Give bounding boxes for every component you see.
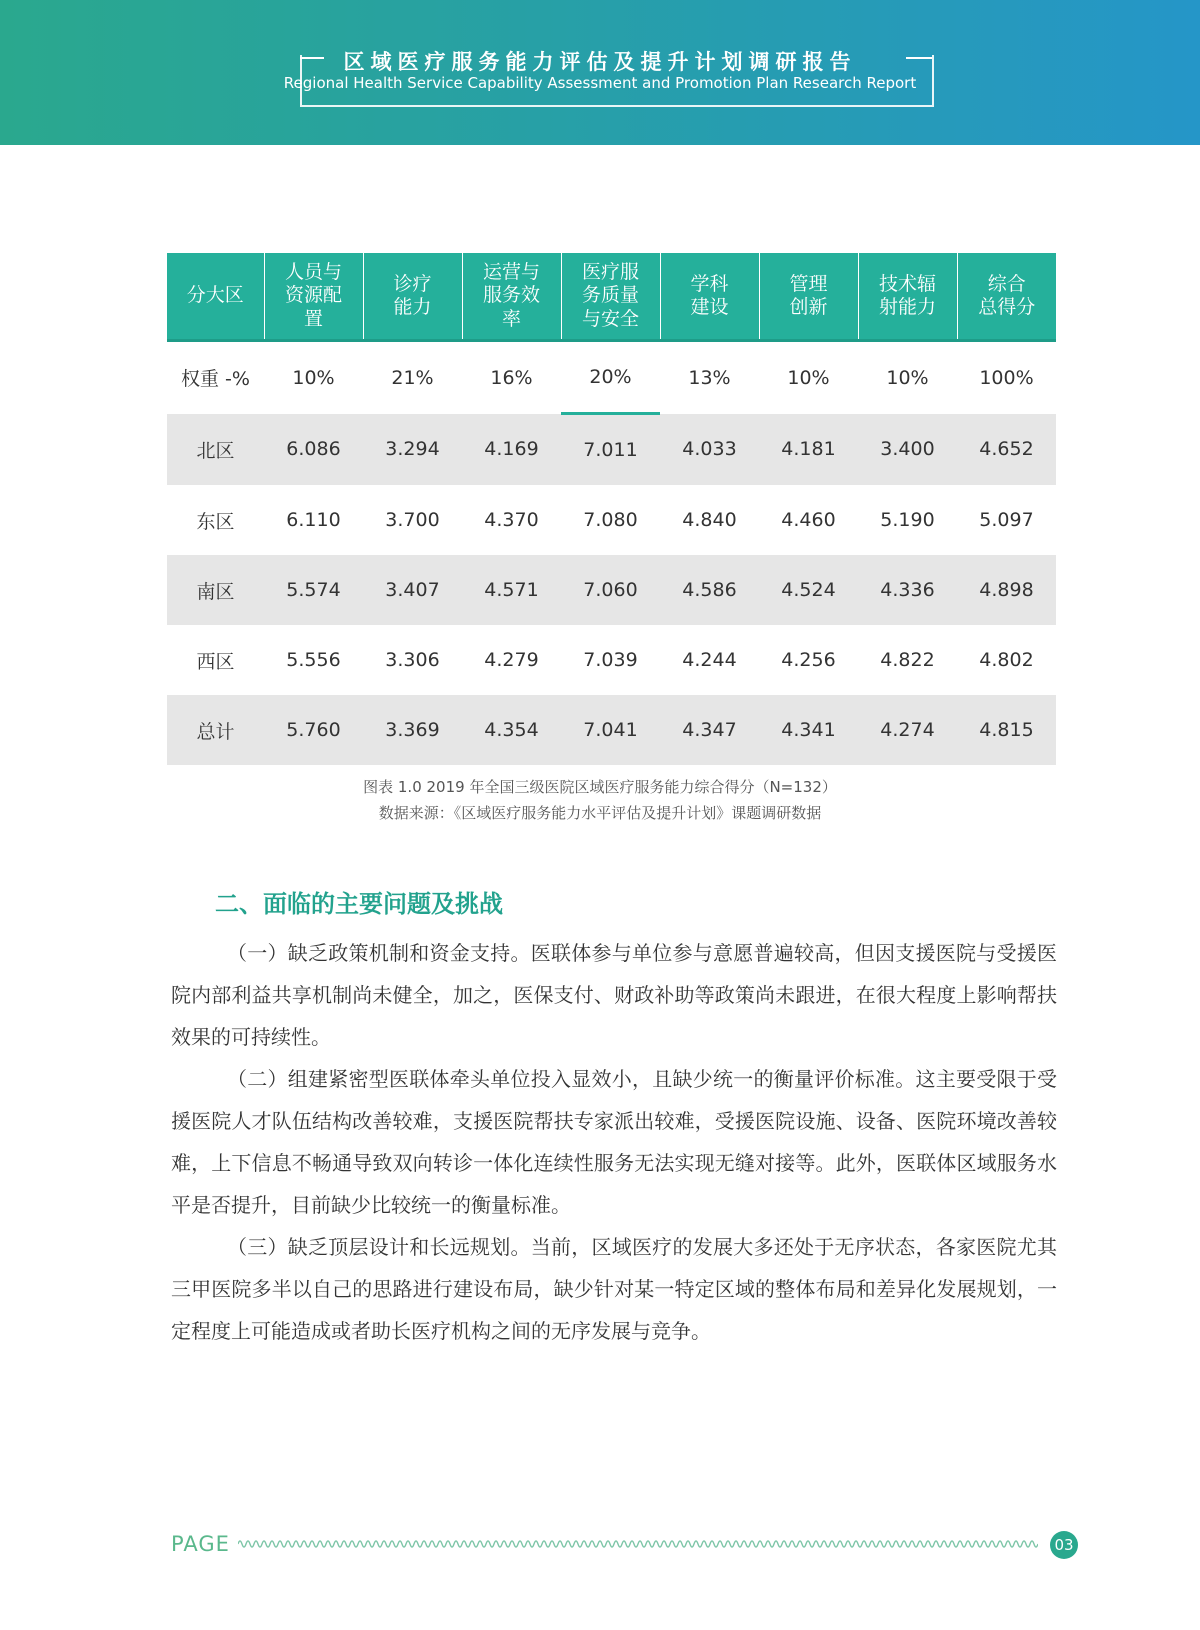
score-cell: 3.700: [385, 509, 440, 531]
report-title-cn: 区域医疗服务能力评估及提升计划调研报告: [343, 50, 857, 74]
score-cell: 3.400: [858, 414, 957, 486]
weight-cell: 权重 -%: [181, 368, 250, 391]
column-header: [363, 253, 462, 341]
table-caption: 图表 1.0 2019 年全国三级医院区域医疗服务能力综合得分（N=132）: [363, 778, 837, 796]
score-cell: 7.080: [583, 509, 638, 531]
weight-cell: 10%: [787, 366, 830, 389]
table-row: [167, 625, 1056, 695]
table-row: [167, 414, 1056, 486]
score-cell: 7.039: [583, 649, 638, 671]
score-cell: 7.011: [561, 414, 660, 486]
score-cell: 4.524: [759, 555, 858, 625]
column-header: [660, 253, 759, 341]
score-cell: 5.574: [264, 555, 363, 625]
column-header-line: 人员与: [284, 261, 342, 284]
column-header-line: 学科: [690, 272, 729, 295]
weight-cell: 21%: [391, 366, 434, 389]
table-body: [167, 341, 1056, 766]
table-header-row: [167, 253, 1056, 341]
column-header: [858, 253, 957, 341]
weight-cell: 10%: [292, 366, 335, 389]
table-row: [167, 555, 1056, 625]
column-header-line: 率: [501, 307, 521, 330]
score-cell: 4.815: [957, 695, 1056, 765]
paragraph-2: （二）组建紧密型医联体牵头单位投入显效小，且缺少统一的衡量评价标准。这主要受限于受援医院人才队伍结构改善较难，支援医院帮扶专家派出较难，受援医院设施、设备、医院环境改善较难，上下信息不畅通导致双向转诊一体化连续性服务无法实现无缝对接等。此外，医联体区域服务水平是否提升，目前缺少比较统一的衡量标准。: [171, 1067, 1057, 1217]
score-cell: 4.169: [462, 414, 561, 486]
score-cell: 4.586: [660, 555, 759, 625]
score-cell: 4.571: [462, 555, 561, 625]
score-cell: 3.294: [363, 414, 462, 486]
score-cell: 6.086: [264, 414, 363, 486]
score-cell: 4.802: [979, 649, 1034, 671]
score-cell: 5.190: [880, 509, 935, 531]
column-header-line: 射能力: [878, 296, 936, 318]
page-number: 03: [1050, 1531, 1078, 1559]
score-cell: 5.760: [264, 695, 363, 765]
column-header: [957, 253, 1056, 341]
score-cell: 4.256: [781, 649, 836, 671]
column-header-line: 建设: [690, 296, 729, 318]
weight-cell: 16%: [490, 366, 533, 389]
score-cell: 4.244: [682, 649, 737, 671]
region-name-cell: 南区: [167, 555, 264, 625]
score-cell: 6.110: [286, 509, 341, 531]
weight-cell: 10%: [886, 366, 929, 389]
region-name-cell: 东区: [196, 510, 235, 533]
region-name-cell: 总计: [167, 695, 264, 765]
score-cell: 5.097: [979, 509, 1034, 531]
column-header-line: 置: [303, 307, 323, 330]
section-title: 二、面临的主要问题及挑战: [215, 890, 503, 918]
column-header-line: 技术辐: [878, 272, 936, 295]
score-cell: 4.652: [957, 414, 1056, 486]
table-row: [167, 485, 1056, 555]
paragraph-1: （一）缺乏政策机制和资金支持。医联体参与单位参与意愿普遍较高，但因支援医院与受援医院内部利益共享机制尚未健全，加之，医保支付、财政补助等政策尚未跟进，在很大程度上影响帮扶效果的可持续性。: [171, 941, 1057, 1049]
score-table: [167, 253, 1056, 765]
column-header: [264, 253, 363, 341]
column-header-line: 与安全: [581, 307, 639, 330]
score-cell: 3.407: [363, 555, 462, 625]
score-cell: 7.060: [561, 555, 660, 625]
table-row: [167, 695, 1056, 765]
score-cell: 4.370: [484, 509, 539, 531]
column-header-line: 总得分: [978, 296, 1036, 318]
weight-cell: 20%: [561, 341, 660, 414]
column-header-line: 运营与: [482, 261, 540, 284]
score-cell: 4.274: [858, 695, 957, 765]
paragraph-3: （三）缺乏顶层设计和长远规划。当前，区域医疗的发展大多还处于无序状态，各家医院尤其三甲医院多半以自己的思路进行建设布局，缺少针对某一特定区域的整体布局和差异化发展规划，一定程度上可能造成或者助长医疗机构之间的无序发展与竞争。: [171, 1235, 1057, 1343]
column-header-line: 务质量: [581, 284, 639, 307]
decorative-wave-line: [238, 1537, 1038, 1551]
score-cell: 3.306: [385, 649, 440, 671]
region-name-cell: 北区: [167, 414, 264, 486]
page-label: PAGE: [171, 1532, 230, 1556]
table-source: 数据来源：《区域医疗服务能力水平评估及提升计划》课题调研数据: [378, 804, 822, 822]
column-header-line: 诊疗: [393, 272, 432, 295]
column-header-line: 医疗服: [581, 261, 639, 284]
score-cell: 5.556: [286, 649, 341, 671]
score-cell: 4.341: [759, 695, 858, 765]
score-cell: 4.460: [781, 509, 836, 531]
score-cell: 4.336: [858, 555, 957, 625]
header-banner: [0, 0, 1200, 145]
score-cell: 4.279: [484, 649, 539, 671]
column-header-line: 管理: [789, 272, 828, 295]
score-cell: 4.181: [759, 414, 858, 486]
score-cell: 4.898: [957, 555, 1056, 625]
score-cell: 3.369: [363, 695, 462, 765]
column-header-line: 创新: [789, 296, 828, 318]
region-name-cell: 西区: [196, 650, 235, 673]
column-header-line: 能力: [393, 296, 432, 318]
column-header-line: 综合: [987, 272, 1026, 295]
column-header: [759, 253, 858, 341]
score-cell: 4.822: [880, 649, 935, 671]
weight-cell: 100%: [979, 366, 1034, 389]
column-header-line: 分大区: [186, 284, 244, 307]
column-header-line: 服务效: [482, 284, 540, 307]
column-header-line: 资源配: [284, 284, 342, 307]
weight-row: [167, 341, 1056, 414]
score-cell: 4.354: [462, 695, 561, 765]
column-header: [561, 253, 660, 341]
score-cell: 4.033: [660, 414, 759, 486]
column-header: [167, 253, 264, 341]
score-cell: 4.347: [660, 695, 759, 765]
report-title-en: Regional Health Service Capability Assessment and Promotion Plan Research Report: [283, 74, 917, 92]
score-cell: 4.840: [682, 509, 737, 531]
weight-cell: 13%: [688, 366, 731, 389]
score-cell: 7.041: [561, 695, 660, 765]
column-header: [462, 253, 561, 341]
